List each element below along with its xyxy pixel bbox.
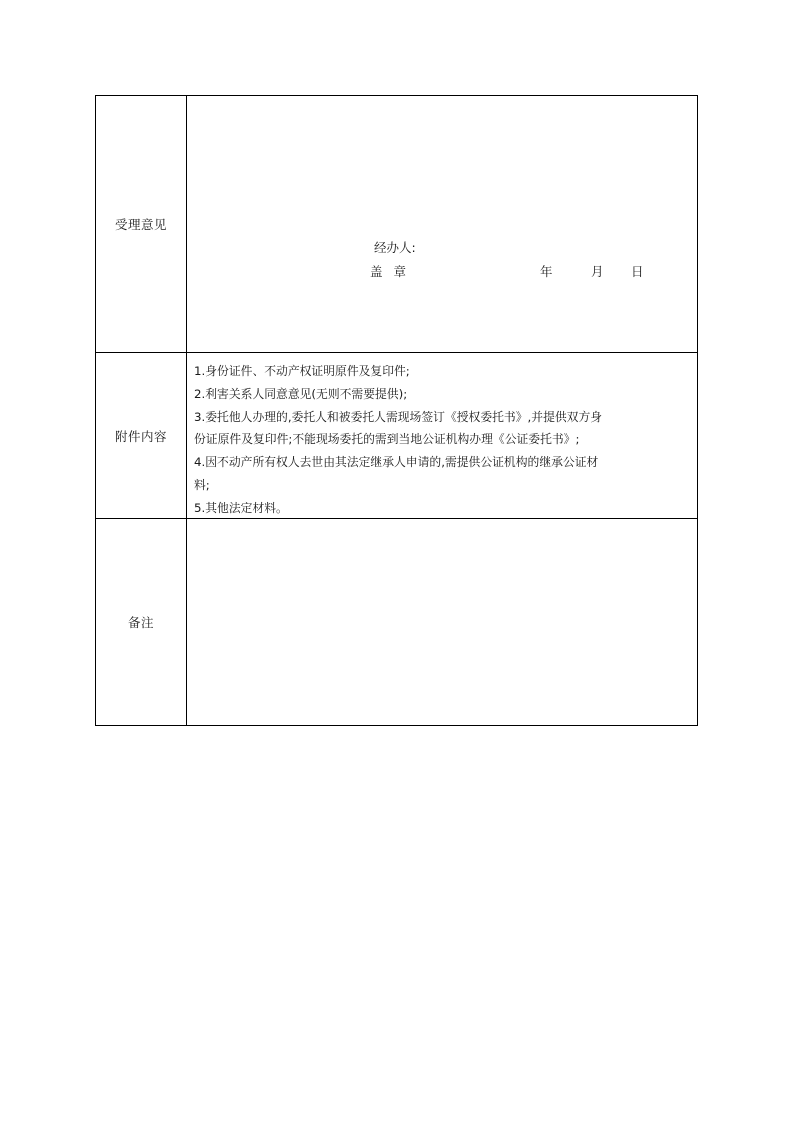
attachment-item: 2.利害关系人同意意见(无则不需要提供); xyxy=(194,386,408,401)
remarks-row xyxy=(96,519,697,725)
attachments-label: 附件内容 xyxy=(96,353,187,518)
date-month-label: 月 xyxy=(591,264,604,279)
acceptance-opinion-label: 受理意见 xyxy=(96,96,187,352)
attachment-item: 料; xyxy=(194,477,210,492)
date-day-label: 日 xyxy=(631,264,644,279)
attachments-row xyxy=(96,353,697,519)
attachment-item: 份证原件及复印件;不能现场委托的需到当地公证机构办理《公证委托书》; xyxy=(194,432,580,447)
seal-label: 盖章 xyxy=(370,264,418,279)
attachments-content xyxy=(187,353,697,518)
attachment-item: 1.身份证件、不动产权证明原件及复印件; xyxy=(194,364,410,378)
date-year-label: 年 xyxy=(540,264,553,279)
acceptance-opinion-row xyxy=(96,96,697,353)
acceptance-opinion-field[interactable] xyxy=(187,96,697,352)
remarks-field[interactable] xyxy=(187,519,697,725)
attachment-item: 3.委托他人办理的,委托人和被委托人需现场签订《授权委托书》,并提供双方身 xyxy=(194,409,603,424)
attachments-list xyxy=(194,360,694,520)
application-form-table xyxy=(95,95,698,726)
remarks-label: 备注 xyxy=(96,519,187,725)
attachment-item: 5.其他法定材料。 xyxy=(194,500,288,515)
handler-label: 经办人: xyxy=(374,240,416,255)
attachment-item: 4.因不动产所有权人去世由其法定继承人申请的,需提供公证机构的继承公证材 xyxy=(194,455,599,470)
